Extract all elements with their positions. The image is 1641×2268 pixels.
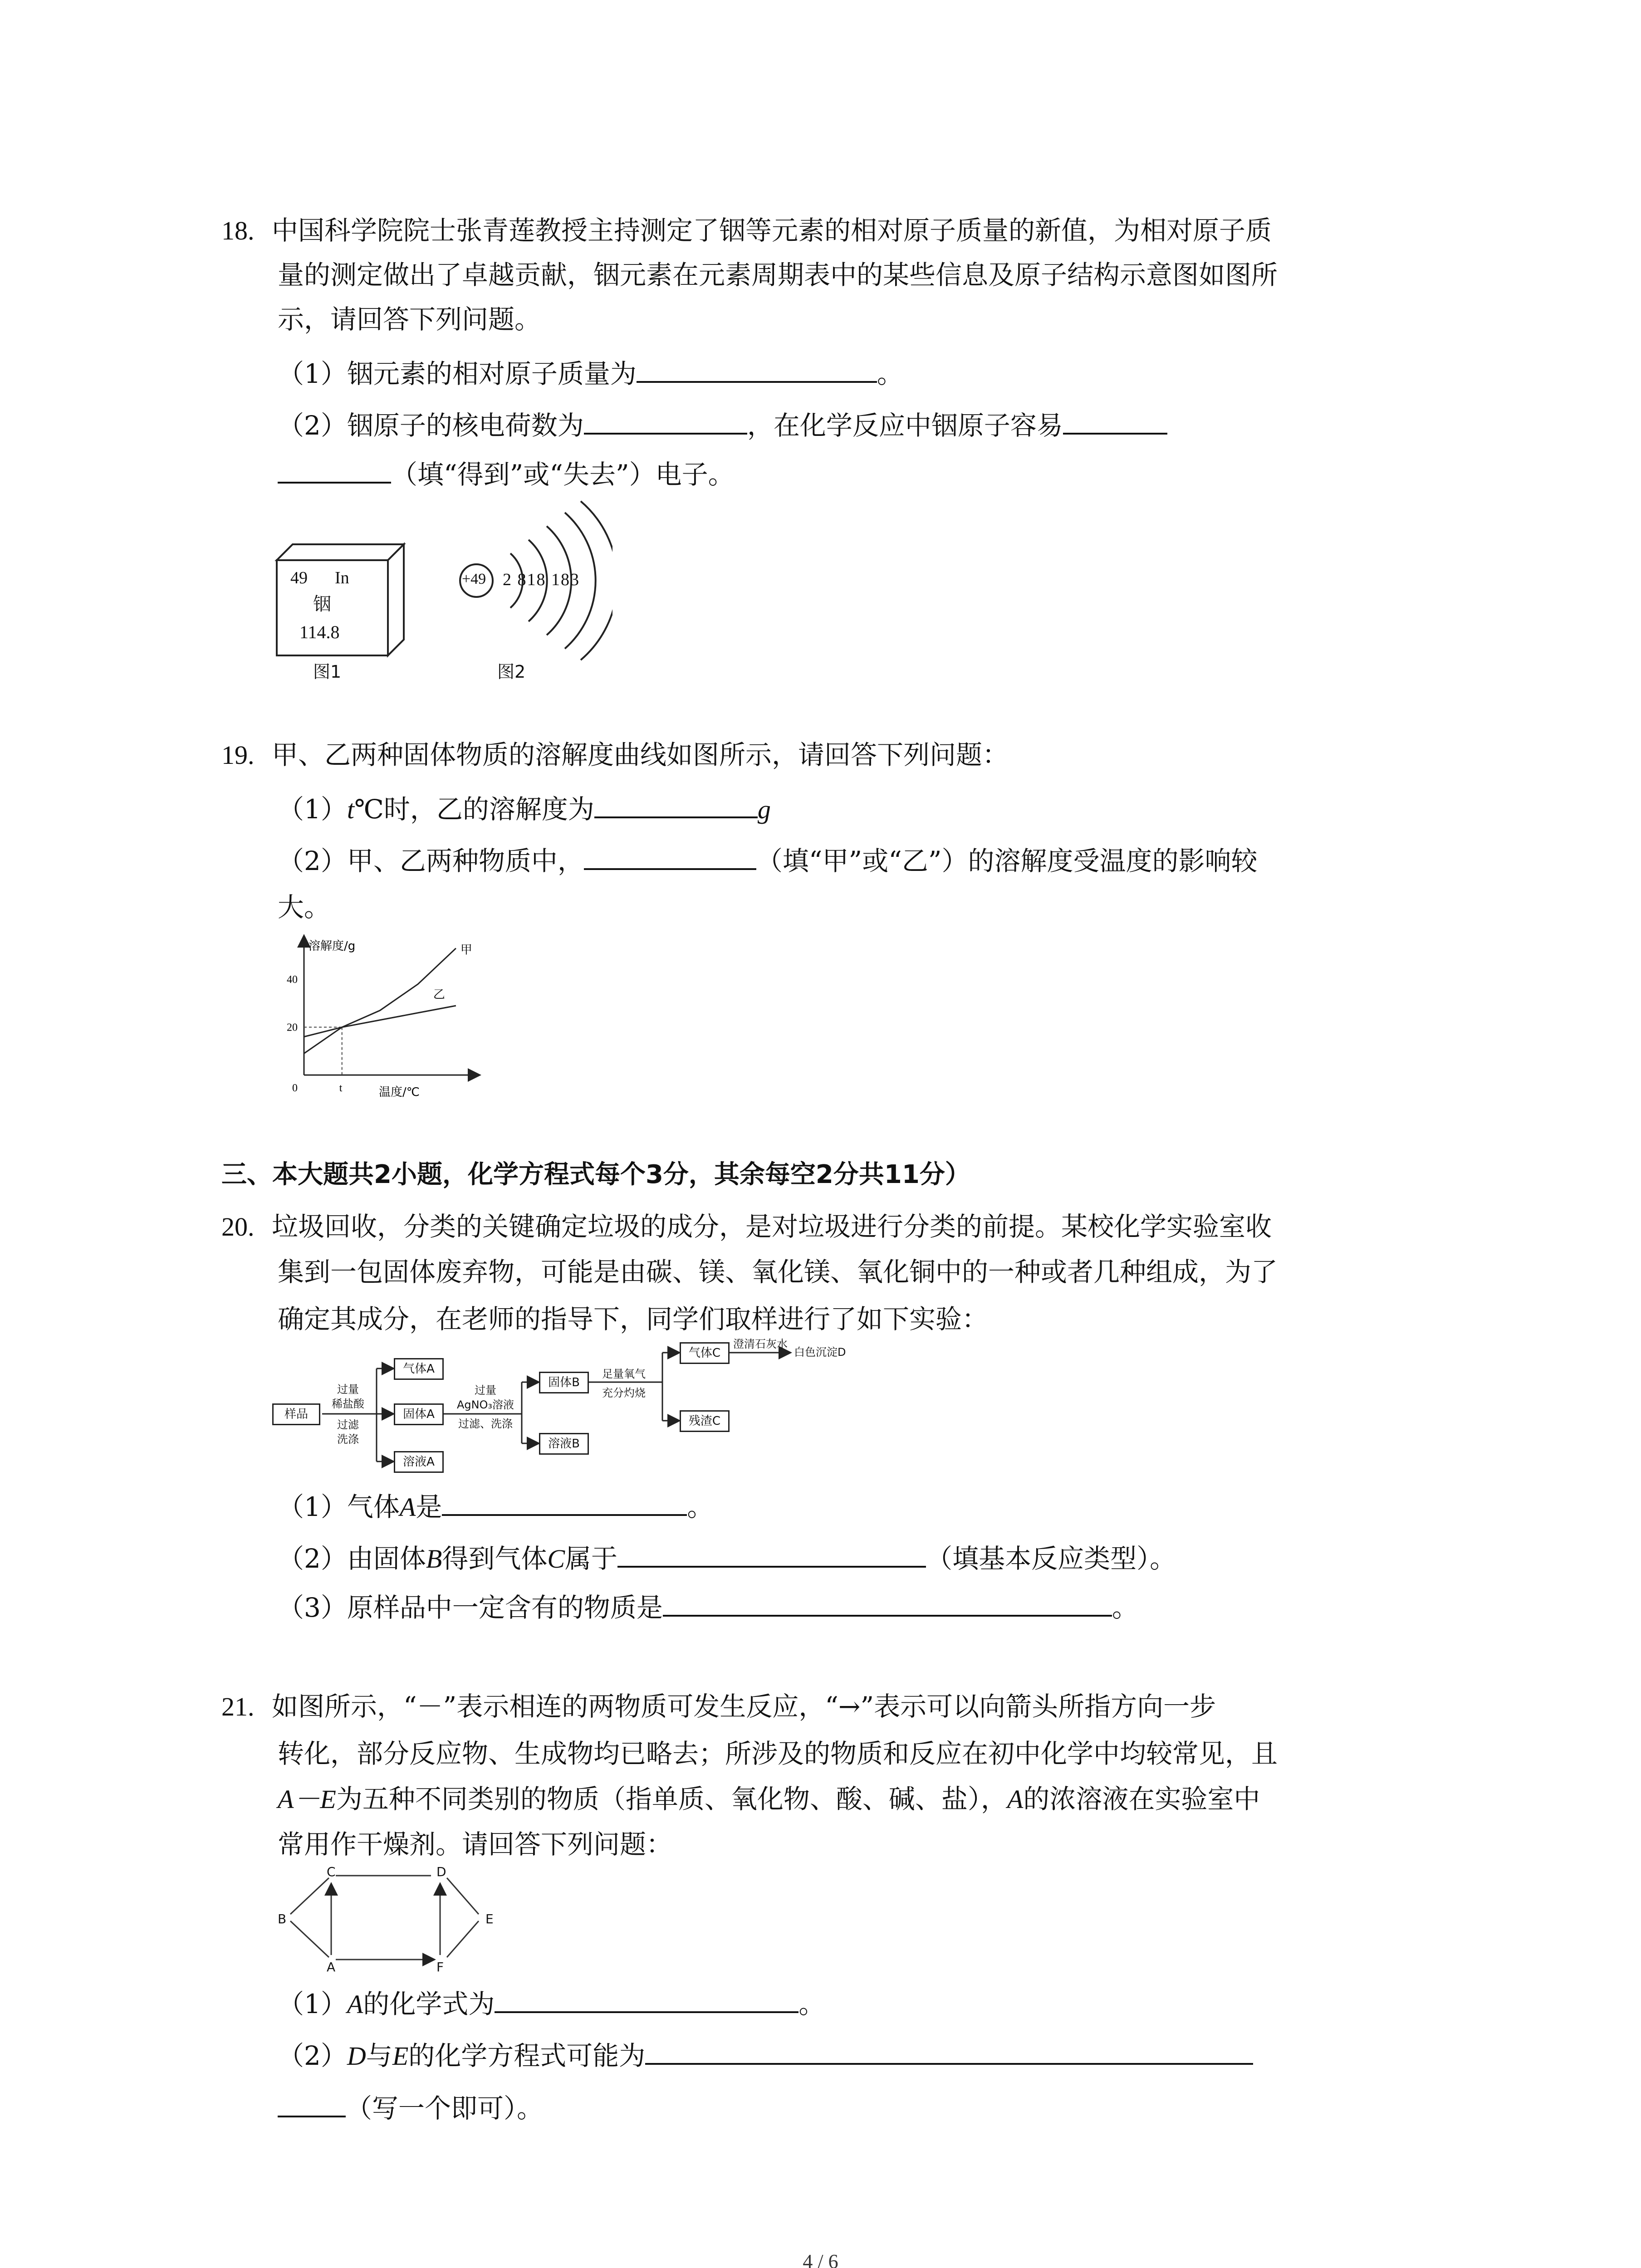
q18-number: 18. [221,216,255,245]
q19-blank-1[interactable] [594,790,758,818]
q21-sub2-var-d: D [347,2041,366,2071]
chart-x-tick-label: 0 [292,1082,298,1094]
q21-node-e: E [485,1911,494,1926]
q19-sub2-cont: 大。 [278,892,331,923]
q20-gas-a-box: 气体A [394,1358,444,1380]
q21-sub1-prefix: （1） [278,1989,347,2019]
q19-line1 [221,737,1009,773]
q21-line3 [278,1781,1260,1818]
q18-element-number: 49 [290,568,308,587]
q20-blank-2[interactable] [617,1540,926,1568]
q21-line2: 转化，部分反应物、生成物均已略去；所涉及的物质和反应在初中化学中均较常见，且 [278,1738,1278,1769]
q19-sub1-var-t: t [347,795,355,824]
q19-sub1-prefix: （1） [278,794,347,825]
q18-sub2-text-c: （填“得到”或“失去”）电子。 [391,459,735,490]
q21-sub2 [278,2037,1253,2074]
section-3-title: 三、本大题共2小题，化学方程式每个3分，其余每空2分共11分） [221,1160,970,1189]
q20-precipitate-d: 白色沉淀D [794,1346,846,1359]
q19-number: 19. [221,740,255,770]
q20-sub2-text-c: 属于 [565,1543,618,1574]
q21-blank-2[interactable] [645,2037,1253,2065]
q19-text-1: 甲、乙两种固体物质的溶解度曲线如图所示，请回答下列问题： [271,739,1009,770]
q20-line3: 确定其成分，在老师的指导下，同学们取样进行了如下实验： [278,1304,989,1334]
q18-blank-3-cont[interactable] [278,455,391,484]
q20-sample-box: 样品 [272,1403,320,1425]
q18-element-cell-figure [272,535,408,667]
q20-residue-c-box: 残渣C [680,1410,730,1432]
q21-sub2-text-a: 与 [366,2040,392,2071]
q21-sub1-end: 。 [798,1989,825,2019]
q18-sub2-text-b: ，在化学反应中铟原子容易 [747,410,1063,441]
q21-line4: 常用作干燥剂。请回答下列问题： [278,1829,673,1860]
q20-line1 [221,1208,1272,1245]
q20-solution-b-box: 溶液B [539,1433,589,1455]
chart-y-tick-label: 20 [287,1022,298,1034]
q21-var-range: A－E [278,1784,336,1814]
q18-nucleus-charge: +49 [462,571,486,587]
q20-sub3-text: （3）原样品中一定含有的物质是 [278,1592,663,1623]
q20-sub1-text-a: （1）气体 [278,1491,400,1522]
q18-sub2 [278,406,1167,444]
q20-gas-c-box: 气体C [680,1342,730,1364]
q20-blank-3[interactable] [663,1589,1112,1617]
q18-sub1-end: 。 [877,358,903,389]
q20-number: 20. [221,1212,255,1242]
q21-relation-diagram [272,1864,508,1969]
q18-sub1 [278,355,903,392]
q18-fig2-caption: 图2 [497,662,526,682]
q18-line3: 示，请回答下列问题。 [278,304,541,335]
q20-flow-arrows [272,1343,907,1479]
q20-step3-label-1: 足量氧气 [602,1368,646,1380]
q18-blank-1[interactable] [637,355,877,383]
q21-text-3d: 的浓溶液在实验室中 [1023,1784,1260,1814]
q20-sub1 [278,1488,713,1525]
q20-step1-label-2: 稀盐酸 [332,1398,364,1410]
q20-solution-a-box: 溶液A [394,1451,444,1473]
q19-blank-2[interactable] [584,842,756,870]
q20-sub2-text-b: 得到气体 [442,1543,548,1574]
q20-sub2-var-b: B [426,1544,442,1574]
chart-y-tick-label: 40 [287,974,298,986]
q20-step2-label-2: AgNO₃溶液 [456,1398,514,1411]
q18-element-mass: 114.8 [299,622,340,642]
q21-node-c: C [327,1864,336,1879]
q20-step4-label: 澄清石灰水 [733,1338,788,1350]
q18-blank-3[interactable] [1063,406,1167,435]
q21-number: 21. [221,1692,255,1721]
q19-sub2-text-b: （填“甲”或“乙”）的溶解度受温度的影响较 [756,846,1258,876]
q20-step3-label-2: 充分灼烧 [602,1387,646,1399]
chart-series-label-1: 甲 [460,943,472,957]
q18-element-name: 铟 [313,594,331,615]
q18-blank-2[interactable] [584,406,747,435]
q18-text-1: 中国科学院院士张青莲教授主持测定了铟等元素的相对原子质量的新值，为相对原子质 [271,215,1272,246]
chart-x-axis-label: 温度/℃ [379,1085,420,1099]
q20-solid-b-box: 固体B [539,1372,589,1393]
q21-sub1 [278,1985,825,2023]
q18-sub1-text: （1）铟元素的相对原子质量为 [278,358,637,389]
chart-y-axis-label: 溶解度/g [309,939,356,953]
q21-sub1-text: 的化学式为 [363,1989,495,2019]
q20-step2-label-1: 过量 [475,1384,496,1397]
q21-node-d: D [436,1864,446,1879]
q21-text-1: 如图所示，“－”表示相连的两物质可发生反应，“→”表示可以向箭头所指方向一步 [271,1691,1216,1722]
q18-element-symbol: In [335,568,349,587]
q20-step1-label-1: 过量 [337,1383,359,1396]
q18-sub2-cont [278,455,735,493]
q19-sub2-text-a: （2）甲、乙两种物质中， [278,846,584,876]
q19-sub1-unit: g [757,795,771,824]
q20-sub3-end: 。 [1112,1592,1138,1623]
q21-sub2-cont [278,2089,543,2126]
q20-text-1: 垃圾回收，分类的关键确定垃圾的成分，是对垃圾进行分类的前提。某校化学实验室收 [271,1211,1272,1242]
q18-line2: 量的测定做出了卓越贡献，铟元素在元素周期表中的某些信息及原子结构示意图如图所 [278,259,1278,290]
q18-sub2-text-a: （2）铟原子的核电荷数为 [278,410,584,441]
q20-sub2-text-a: （2）由固体 [278,1543,426,1574]
q18-line1 [221,212,1272,249]
q21-var-a: A [1007,1784,1024,1814]
chart-series-label-2: 乙 [433,988,445,1002]
page-number: 4 / 6 [803,2250,838,2268]
q21-sub2-text-b: 的化学方程式可能为 [408,2040,646,2071]
q20-line2: 集到一包固体废弃物，可能是由碳、镁、氧化镁、氧化铜中的一种或者几种组成，为了 [278,1256,1278,1287]
q21-node-f: F [436,1960,444,1975]
q20-sub3 [278,1589,1138,1626]
q21-blank-1[interactable] [495,1985,798,2013]
q20-sub2-var-c: C [547,1544,565,1574]
q20-sub1-var-a: A [399,1492,416,1522]
q20-solid-a-box: 固体A [394,1403,444,1425]
q19-solubility-chart [277,930,485,1102]
q20-sub1-text-b: 是 [416,1491,442,1522]
q21-line1 [221,1688,1216,1725]
q18-fig1-caption: 图1 [313,662,342,682]
q20-sub2 [278,1540,1176,1577]
q20-sub1-end: 。 [687,1491,714,1522]
q19-sub2 [278,842,1258,879]
q21-sub1-var-a: A [347,1989,363,2019]
q21-node-b: B [278,1911,287,1926]
q20-sub2-end: （填基本反应类型）。 [926,1543,1176,1574]
q21-sub2-var-e: E [392,2041,409,2071]
q20-step1-label-4: 洗涤 [337,1433,359,1446]
q19-sub1-text: ℃时，乙的溶解度为 [354,794,594,825]
q20-blank-1[interactable] [442,1488,687,1516]
q21-text-3b: 为五种不同类别的物质（指单质、氧化物、酸、碱、盐）， [336,1784,1007,1814]
q21-sub2-prefix: （2） [278,2040,347,2071]
q19-sub1 [278,790,771,828]
q21-blank-2-cont[interactable] [278,2089,346,2117]
q20-step2-label-3: 过滤、洗涤 [458,1418,513,1430]
q20-step1-label-3: 过滤 [337,1418,359,1431]
q21-sub2-end: （写一个即可）。 [346,2093,544,2124]
chart-x-tick-label: t [339,1082,343,1094]
q18-shell-electrons: 2 818 183 [503,570,580,589]
q21-node-a: A [327,1960,336,1975]
